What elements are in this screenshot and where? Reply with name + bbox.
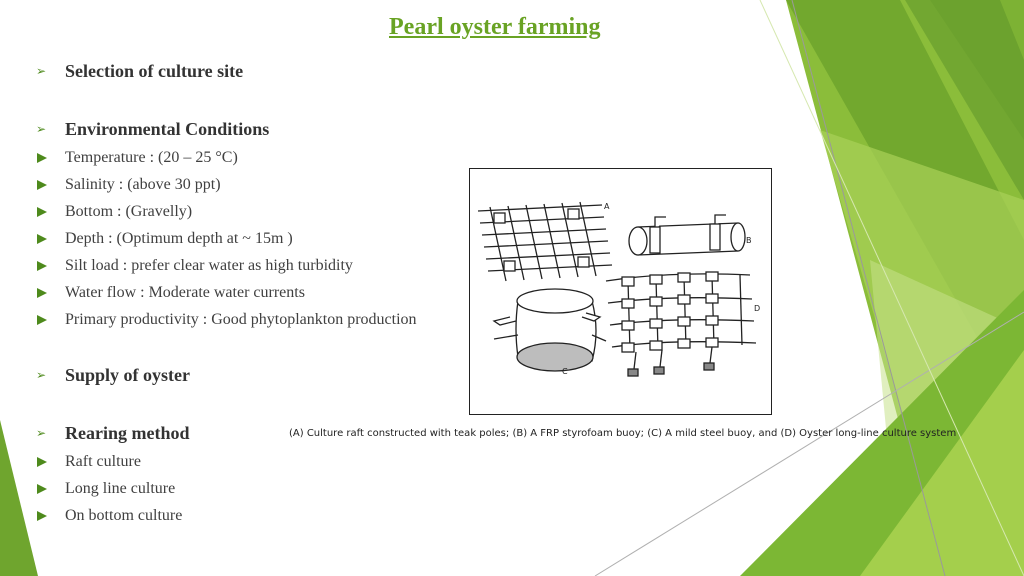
heading-text: Environmental Conditions: [65, 118, 270, 139]
list-item-silt-load: [36, 254, 353, 278]
heading-text: Rearing method: [65, 422, 190, 443]
list-item-long-line-culture: [36, 477, 175, 501]
list-item-text: Raft culture: [65, 453, 141, 470]
section-heading-environmental-conditions: [36, 117, 269, 141]
label-c: C: [562, 367, 568, 376]
list-item-text: Primary productivity : Good phytoplankton production: [65, 311, 417, 328]
triangle-bullet-icon: [36, 180, 65, 190]
list-item-text: Water flow : Moderate water currents: [65, 284, 305, 301]
list-item-water-flow: [36, 281, 305, 305]
section-heading-supply-of-oyster: [36, 363, 190, 387]
triangle-bullet-icon: [36, 288, 65, 298]
raft-drawing: [478, 202, 612, 281]
list-item-text: Salinity : (above 30 ppt): [65, 176, 221, 193]
triangle-bullet-icon: [36, 207, 65, 217]
list-item-text: Depth : (Optimum depth at ~ 15m ): [65, 230, 293, 247]
list-item-text: Long line culture: [65, 480, 176, 497]
oyster-culture-illustration: [469, 168, 772, 415]
chevron-right-icon: ➢: [36, 122, 47, 136]
list-item-text: Silt load : prefer clear water as high turbidity: [65, 257, 353, 274]
slide-title: Pearl oyster farming: [389, 14, 601, 40]
triangle-bullet-icon: [36, 234, 65, 244]
styrofoam-buoy-drawing: [629, 215, 745, 255]
long-line-drawing: [606, 272, 756, 376]
chevron-right-icon: ➢: [36, 368, 47, 382]
list-item-salinity: [36, 173, 221, 197]
triangle-bullet-icon: [36, 457, 65, 467]
list-item-bottom: [36, 200, 192, 224]
chevron-right-icon: ➢: [36, 426, 47, 440]
triangle-bullet-icon: [36, 511, 65, 521]
heading-text: Supply of oyster: [65, 364, 191, 385]
culture-systems-drawing: [470, 169, 771, 414]
triangle-bullet-icon: [36, 261, 65, 271]
triangle-bullet-icon: [36, 484, 65, 494]
triangle-bullet-icon: [36, 315, 65, 325]
triangle-bullet-icon: [36, 153, 65, 163]
figure-caption: (A) Culture raft constructed with teak poles; (B) A FRP styrofoam buoy; (C) A mild steel buoy, and (D) Oyster long-line culture system: [289, 428, 957, 439]
label-d: D: [754, 304, 761, 313]
list-item-text: On bottom culture: [65, 507, 183, 524]
list-item-text: Temperature : (20 – 25 °C): [65, 149, 238, 166]
chevron-right-icon: ➢: [36, 64, 47, 78]
list-item-depth: [36, 227, 293, 251]
label-b: B: [746, 236, 752, 245]
steel-buoy-drawing: [494, 289, 606, 371]
heading-text: Selection of culture site: [65, 60, 244, 81]
section-heading-culture-site: [36, 59, 243, 83]
list-item-raft-culture: [36, 450, 141, 474]
list-item-temperature: [36, 146, 238, 170]
list-item-text: Bottom : (Gravelly): [65, 203, 193, 220]
list-item-primary-productivity: [36, 308, 417, 332]
list-item-on-bottom-culture: [36, 504, 182, 528]
label-a: A: [604, 202, 610, 211]
section-heading-rearing-method: [36, 421, 190, 445]
